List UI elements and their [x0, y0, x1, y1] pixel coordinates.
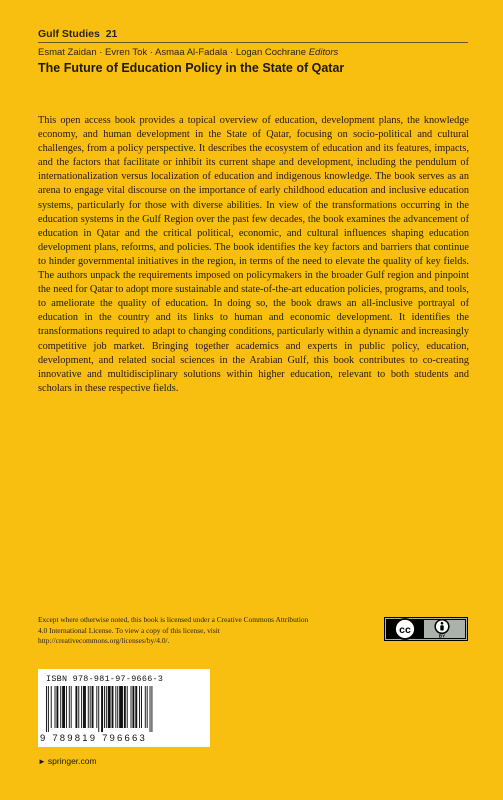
series-volume: 21 [105, 28, 118, 40]
book-title: The Future of Education Policy in the State of Qatar [38, 61, 345, 75]
barcode-bars [46, 686, 202, 732]
publisher-url-text: springer.com [47, 756, 97, 766]
barcode-panel [38, 669, 210, 747]
publisher-url[interactable] [38, 756, 97, 766]
isbn-label: ISBN 978-981-97-9666-3 [46, 674, 164, 684]
arrow-right-icon: ► [38, 757, 46, 766]
by-text: BY [438, 633, 446, 639]
editors-line [38, 47, 338, 58]
cc-by-license-badge [384, 617, 468, 646]
editors-role: Editors [308, 47, 339, 58]
editor-names: Esmat Zaidan · Evren Tok · Asmaa Al-Fadala · Logan Cochrane [38, 47, 307, 58]
series-label [38, 28, 117, 40]
series-name: Gulf Studies [38, 28, 100, 40]
header-rule [38, 42, 468, 43]
cc-text: cc [399, 623, 411, 636]
book-description: This open access book provides a topical overview of education, development plans, the knowledge economy, and human development in the State of Qatar, focusing on socio-political and cultural challenges, from a policy perspective. It describes the ecosystem of education and its features, impacts, and the factors that facilitate or inhibit its current shape and development, including the pendulum of internationalization versus localization of education and indigenous knowledge. The book serves as an arena to engage vital discourse on the importance of early childhood education and inclusive education systems, particularly for those with diverse abilities. In view of the transformations occurring in the education systems in the Gulf Region over the past few decades, the book examines the advancement of education in Qatar and the critical political, economic, and cultural influences shaping education development plans, reforms, and policies. The book identifies the key factors and barriers that continue to hinder governmental initiatives in the region, in terms of the need to elevate the quality of key fields. The authors unpack the requirements imposed on policymakers in the broader Gulf region and pinpoint the need for Qatar to adopt more sustainable and state-of-the-art education policies, programs, and tools, to ameliorate the quality of education. In doing so, the book draws an all-inclusive portrayal of education in the country and its links to human and economic development. It identifies the transformations required to adapt to changing conditions, particularly within a dynamic and increasingly competitive job market. Bringing together academics and experts in public policy, education, development, and related social sciences in the Arabian Gulf, this book contributes to co-creating innovative and multidisciplinary solutions within higher education, relevant to both students and scholars in these respective fields. [38, 115, 469, 394]
license-notice: Except where otherwise noted, this book is licensed under a Creative Commons Attribution 4.0 International License. To view a copy of this license, visit http://creativecommons.org/licenses/by/4.0/. [38, 615, 309, 645]
barcode-digits: 9 789819 796663 [40, 733, 147, 744]
